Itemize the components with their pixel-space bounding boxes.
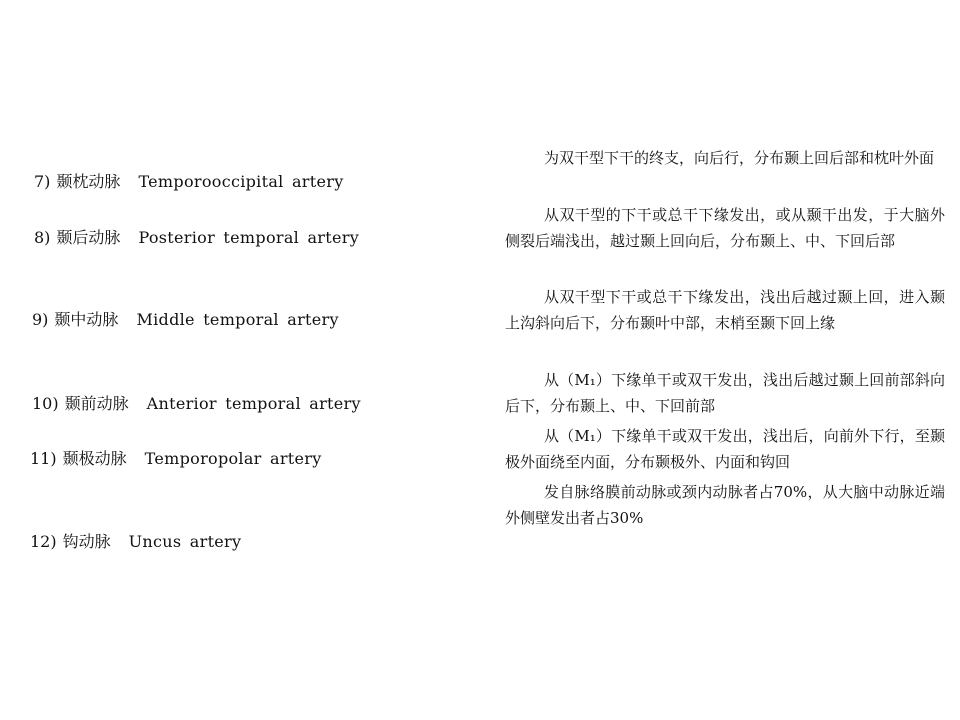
term-english: Middle temporal artery xyxy=(136,310,339,329)
description-12: 发自脉络膜前动脉或颈内动脉者占70%，从大脑中动脉近端外侧壁发出者占30% xyxy=(505,483,945,527)
description-11: 从（M₁）下缘单干或双干发出，浅出后，向前外下行，至颞极外面绕至内面，分布颞极外、内面和钩回 xyxy=(505,427,945,471)
term-number: 12) xyxy=(30,532,57,551)
term-number: 7) xyxy=(34,172,51,191)
term-chinese: 颞极动脉 xyxy=(62,449,127,468)
description-10: 从（M₁）下缘单干或双干发出，浅出后越过颞上回前部斜向后下，分布颞上、中、下回前部 xyxy=(505,371,945,415)
description-8: 从双干型的下干或总干下缘发出，或从颞干出发，于大脑外侧裂后端浅出，越过颞上回向后，分布颞上、中、下回后部 xyxy=(505,206,945,250)
term-8 xyxy=(34,228,359,248)
term-chinese: 颞前动脉 xyxy=(64,394,129,413)
term-english: Uncus artery xyxy=(128,532,242,551)
term-number: 10) xyxy=(32,394,59,413)
term-number: 9) xyxy=(32,310,49,329)
term-9 xyxy=(32,310,339,330)
term-english: Temporopolar artery xyxy=(144,449,322,468)
term-english: Temporooccipital artery xyxy=(138,172,344,191)
term-number: 11) xyxy=(30,449,57,468)
term-7 xyxy=(34,172,344,192)
term-10 xyxy=(32,394,361,414)
term-english: Posterior temporal artery xyxy=(138,228,360,247)
term-11 xyxy=(30,449,322,469)
term-12 xyxy=(30,532,241,552)
term-chinese: 钩动脉 xyxy=(62,532,111,551)
term-number: 8) xyxy=(34,228,51,247)
term-chinese: 颞中动脉 xyxy=(54,310,119,329)
description-9: 从双干型下干或总干下缘发出，浅出后越过颞上回，进入颞上沟斜向后下，分布颞叶中部，末梢至颞下回上缘 xyxy=(505,288,945,332)
term-chinese: 颞枕动脉 xyxy=(56,172,121,191)
term-chinese: 颞后动脉 xyxy=(56,228,121,247)
description-7: 为双干型下干的终支，向后行，分布颞上回后部和枕叶外面 xyxy=(544,149,935,167)
term-english: Anterior temporal artery xyxy=(146,394,361,413)
